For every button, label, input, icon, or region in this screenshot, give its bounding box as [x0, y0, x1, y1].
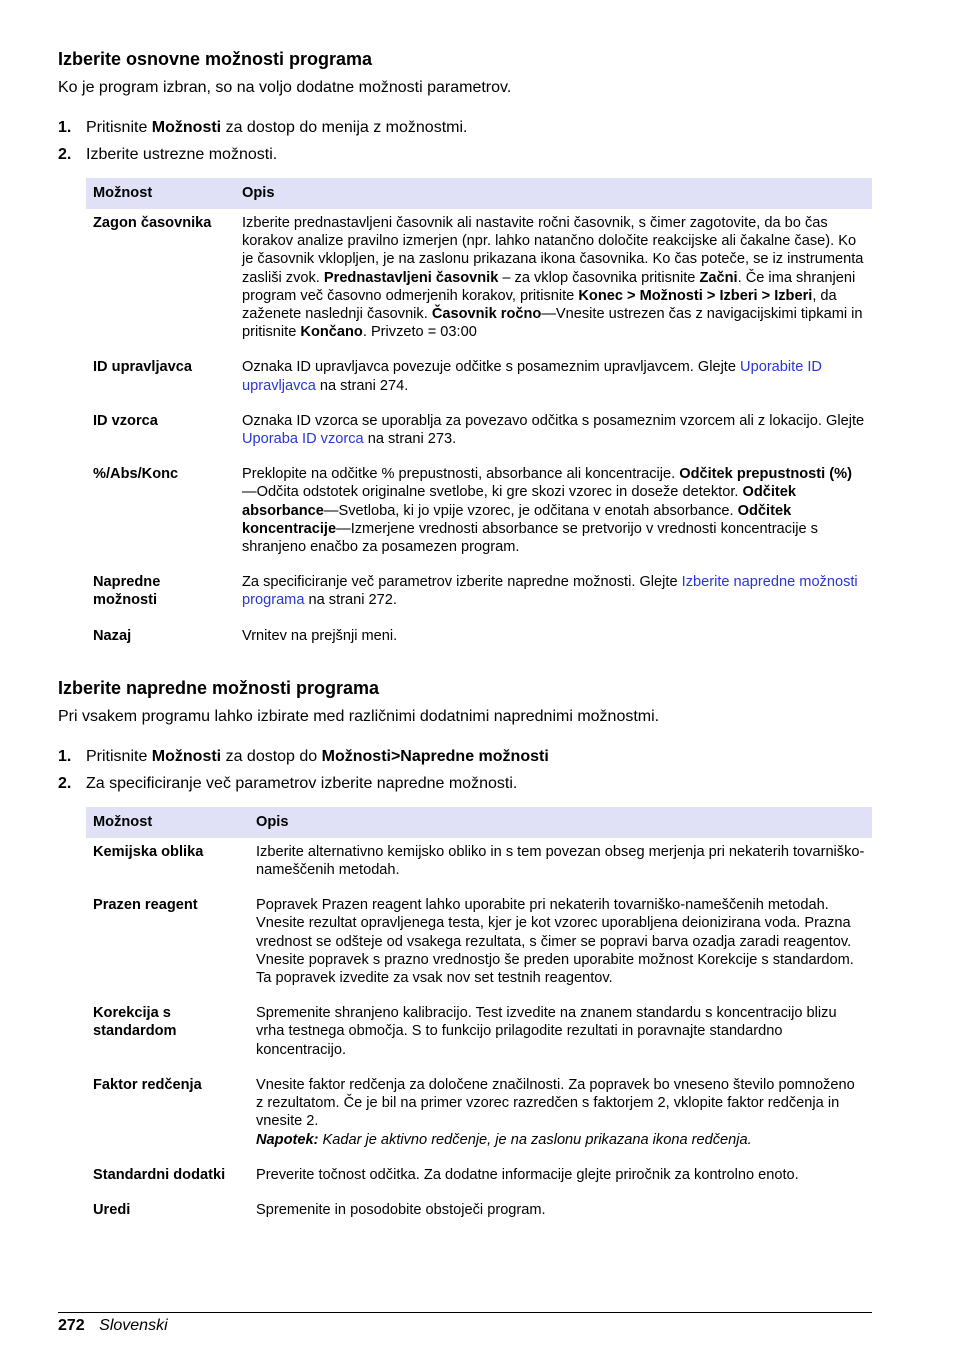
column-header-description: Opis [249, 807, 872, 838]
section2-title: Izberite napredne možnosti programa [58, 677, 380, 698]
step-item [58, 774, 872, 794]
option-name: Kemijska oblika [93, 843, 204, 860]
basic-options-table [86, 178, 872, 657]
option-description: Izberite alternativno kemijsko obliko in s tem povezan obseg merjenja pri nekaterih tovarniško-nameščenih metodah. [256, 843, 865, 879]
table-row [86, 209, 872, 353]
option-name: ID upravljavca [93, 359, 192, 376]
footer-language: Slovenski [99, 1317, 168, 1334]
option-description: Vnesite faktor redčenja za določene značilnosti. Za popravek bo vneseno število pomnoženo z rezultatom. Če je bil na primer vzorec razredčen s faktorjem 2, vklopite faktor redčenja in vnesite 2. Napotek: Kadar je aktivno redčenje, je na zaslonu prikazana ikona redčenja. [256, 1076, 855, 1148]
table-row [86, 1161, 872, 1196]
option-description: Spremenite shranjeno kalibracijo. Test izvedite na znanem standardu s koncentracijo blizu vrha testnega območja. S to funkcijo prilagodite rezultati in poravnajte standardno koncentracijo. [256, 1005, 837, 1058]
option-name: Faktor redčenja [93, 1076, 202, 1093]
option-description: Vrnitev na prejšnji meni. [242, 627, 398, 644]
option-name: Zagon časovnika [93, 215, 212, 231]
option-description: Oznaka ID upravljavca povezuje odčitke s posameznim upravljavcem. Glejte Uporabite ID upravljavca na strani 274. [242, 359, 822, 394]
option-description: Preverite točnost odčitka. Za dodatne informacije glejte priročnik za kontrolno enoto. [256, 1166, 799, 1183]
section1-title: Izberite osnovne možnosti programa [58, 49, 373, 69]
option-name: Nazaj [93, 627, 132, 644]
note-label: Napotek: [256, 1131, 319, 1148]
step-item [58, 118, 872, 138]
step-text: za dostop do menija z možnostmi. [221, 119, 468, 136]
column-header-option: Možnost [86, 178, 235, 209]
advanced-options-table [86, 807, 872, 1231]
table-row [86, 407, 872, 460]
advanced-options-link[interactable]: Izberite napredne možnosti programa [242, 574, 858, 609]
option-name: Korekcija s standardom [93, 1005, 177, 1040]
page-number: 272 [58, 1317, 85, 1334]
table-row [86, 568, 872, 621]
option-name: Napredne možnosti [93, 574, 161, 609]
step-number: 2. [58, 146, 72, 163]
table-row [86, 999, 872, 1071]
column-header-description: Opis [235, 178, 872, 209]
option-description: Izberite prednastavljeni časovnik ali nastavite ročni časovnik, s čimer zagotovite, da bo čas korakov analize pravilno izmerjen (npr. lahko natančno določite reakcijske ali čakalne čase). Ko je časovnik vklopljen, je na zaslonu prikazana ikona časovnika. Ko čas poteče, se iz instrumenta zasliši zvok. Prednastavljeni časovnik – za vklop časovnika pritisnite Začni. Če ima shranjeni program več časovno odmerjenih korakov, pritisnite Konec > Možnosti > Izberi > Izberi, da zaženete naslednji časovnik. Časovnik ročno—Vnesite ustrezen čas z navigacijskimi tipkami in pritisnite Končano. Privzeto = 03:00 [242, 215, 864, 341]
step-text: Pritisnite [86, 119, 152, 136]
table-row [86, 353, 872, 406]
table-row [86, 891, 872, 999]
document-page [58, 0, 872, 1231]
section1-intro: Ko je program izbran, so na voljo dodatne možnosti parametrov. [58, 79, 512, 96]
table-header-row [86, 807, 872, 838]
step-item [58, 145, 872, 165]
option-description: Oznaka ID vzorca se uporablja za povezavo odčitka s posameznim vzorcem ali z lokacijo. Glejte Uporaba ID vzorca na strani 273. [242, 412, 865, 448]
option-name: %/Abs/Konc [93, 466, 179, 483]
option-name: Uredi [93, 1201, 131, 1218]
column-header-option: Možnost [86, 807, 249, 838]
section2-steps [58, 747, 872, 794]
option-description: Spremenite in posodobite obstoječi program. [256, 1201, 546, 1218]
option-description: Za specificiranje več parametrov izberite napredne možnosti. Glejte Izberite napredne možnosti programa na strani 272. [242, 574, 858, 609]
table-row [86, 622, 872, 657]
step-bold: Možnosti [151, 747, 222, 765]
table-row [86, 460, 872, 568]
step-text: Izberite ustrezne možnosti. [86, 146, 278, 163]
note-text: Kadar je aktivno redčenje, je na zaslonu prikazana ikona redčenja. [318, 1131, 752, 1148]
operator-id-link[interactable]: Uporabite ID upravljavca [242, 359, 822, 394]
step-bold: Možnosti>Napredne možnosti [321, 747, 549, 765]
page-footer [58, 1312, 872, 1336]
option-description: Popravek Prazen reagent lahko uporabite pri nekaterih tovarniško-nameščenih metodah. Vnesite rezultat opravljenega testa, kjer je kot vzorec uporabljena deionizirana voda. Prazna vrednost se odšteje od vsakega rezultata, s čimer se popravi barva ozadja zaradi reagentov. Vnesite popravek s prazno vrednostjo še preden uporabite možnost Korekcije s standardom. Ta popravek izvedite za vsak nov set testnih reagentov. [256, 897, 854, 987]
step-number: 2. [58, 774, 72, 792]
step-text: Za specificiranje več parametrov izberite napredne možnosti. [86, 774, 518, 792]
table-row [86, 1071, 872, 1161]
step-number: 1. [58, 119, 72, 136]
step-number: 1. [58, 747, 72, 765]
step-text: Pritisnite [86, 747, 152, 765]
section1-steps [58, 118, 872, 165]
sample-id-link[interactable]: Uporaba ID vzorca [242, 431, 364, 448]
option-description: Preklopite na odčitke % prepustnosti, absorbance ali koncentracije. Odčitek prepustnosti (%)—Odčita odstotek originalne svetlobe, ki gre skozi vzorec in doseže detektor. Odčitek absorbance—Svetloba, ki jo vpije vzorec, je odčitana v enotah absorbance. Odčitek koncentracije—Izmerjene vrednosti absorbance se pretvorijo v vrednosti koncentracije s shranjeno enačbo za posamezen program. [242, 466, 852, 556]
step-item [58, 747, 872, 767]
option-name: Standardni dodatki [93, 1166, 226, 1183]
step-bold: Možnosti [151, 119, 222, 136]
step-text: za dostop do [221, 747, 322, 765]
section2-intro: Pri vsakem programu lahko izbirate med različnimi dodatnimi naprednimi možnostmi. [58, 707, 660, 725]
table-row [86, 1196, 872, 1231]
option-name: ID vzorca [93, 412, 158, 429]
option-name: Prazen reagent [93, 897, 198, 914]
table-header-row [86, 178, 872, 209]
table-row [86, 838, 872, 891]
